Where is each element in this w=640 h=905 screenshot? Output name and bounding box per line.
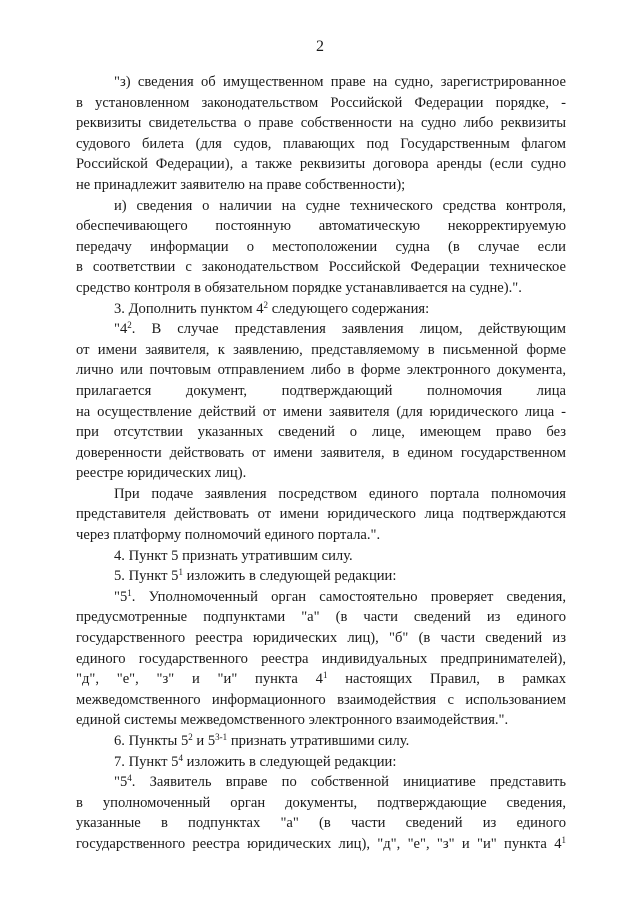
text-line: 4. Пункт 5 признать утратившим силу. [114,547,353,564]
text-line: 3. Дополнить пунктом $4^2$ следующего содержания: [114,299,430,317]
text-line: межведомственного информационного взаимодействия с использованием [76,691,566,708]
text-line: прилагается документ, подтверждающий полномочия лица [76,382,566,399]
text-line: реквизиты свидетельства о праве собственности на судно либо реквизиты [76,115,566,132]
text-line: Российской Федерации), а также реквизиты договора аренды (если судно [76,156,566,173]
text-line: через платформу полномочий единого портала.". [76,527,381,544]
text-line: государственного реестра юридических лиц), "д", "е", "з" и "и" пункта $4^1$ [76,834,566,852]
text-line: обеспечивающего постоянную автоматическую некорректируемую [76,218,566,235]
text-line: в установленном законодательством Российской Федерации порядке, - [76,94,566,111]
text-line: в соответствии с законодательством Российской Федерации техническое [76,259,566,276]
text-line: при отсутствии указанных сведений о лице, имеющем право без [76,424,566,441]
text-line: лично или почтовым отправлением либо в форме электронного документа, [76,362,566,379]
text-line: предусмотренные подпунктами "а" (в части сведений из единого [76,609,566,626]
text-line: 7. Пункт $5^4$ изложить в следующей редакции: [114,752,397,770]
text-line: "з) сведения об имущественном праве на судно, зарегистрированное [114,74,566,90]
text-line: "$5^1$. Уполномоченный орган самостоятельно проверяет сведения, [114,587,566,605]
text-line: от имени заявителя, к заявлению, представляемому в письменной форме [76,341,566,358]
text-line: единой системы межведомственного электронного взаимодействия.". [76,712,509,729]
text-line: государственного реестра юридических лиц), "б" (в части сведений из [76,630,566,647]
text-line: "д", "е", "з" и "и" пункта $4^1$ настоящих Правил, в рамках [76,670,567,688]
text-line: судового билета (для судов, плавающих под Государственным флагом [76,135,566,152]
text-line: передачу информации о местоположении судна (в случае если [76,238,566,255]
text-line: на осуществление действий от имени заявителя (для юридического лица - [76,403,566,420]
text-line: 5. Пункт $5^1$ изложить в следующей редакции: [114,567,397,585]
text-line: При подаче заявления посредством единого портала полномочия [114,485,566,502]
text-line: 6. Пункты $5^2$ и 5$^{3-1}$ признать утратившими силу. [114,732,410,749]
text-line: "$4^2$. В случае представления заявления лицом, действующим [114,320,566,338]
text-line: средство контроля в обязательном порядке устанавливается на судне).". [76,279,522,296]
text-line: "$5^4$. Заявитель вправе по собственной инициативе представить [114,773,566,791]
text-line: и) сведения о наличии на судне технического средства контроля, [114,197,566,214]
text-line: единого государственного реестра индивидуальных предпринимателей), [76,650,566,667]
text-line: не принадлежит заявителю на праве собственности); [76,176,406,193]
text-line: в уполномоченный орган документы, подтверждающие сведения, [76,794,566,811]
text-line: реестре юридических лиц). [76,465,247,482]
text-line: представителя действовать от имени юридического лица подтверждаются [76,506,566,523]
document-body [76,72,566,855]
text-line: доверенности действовать от имени заявителя, в едином государственном [76,444,566,461]
page-number: 2 [316,38,324,55]
text-line: указанные в подпунктах "а" (в части сведений из единого [76,815,566,832]
